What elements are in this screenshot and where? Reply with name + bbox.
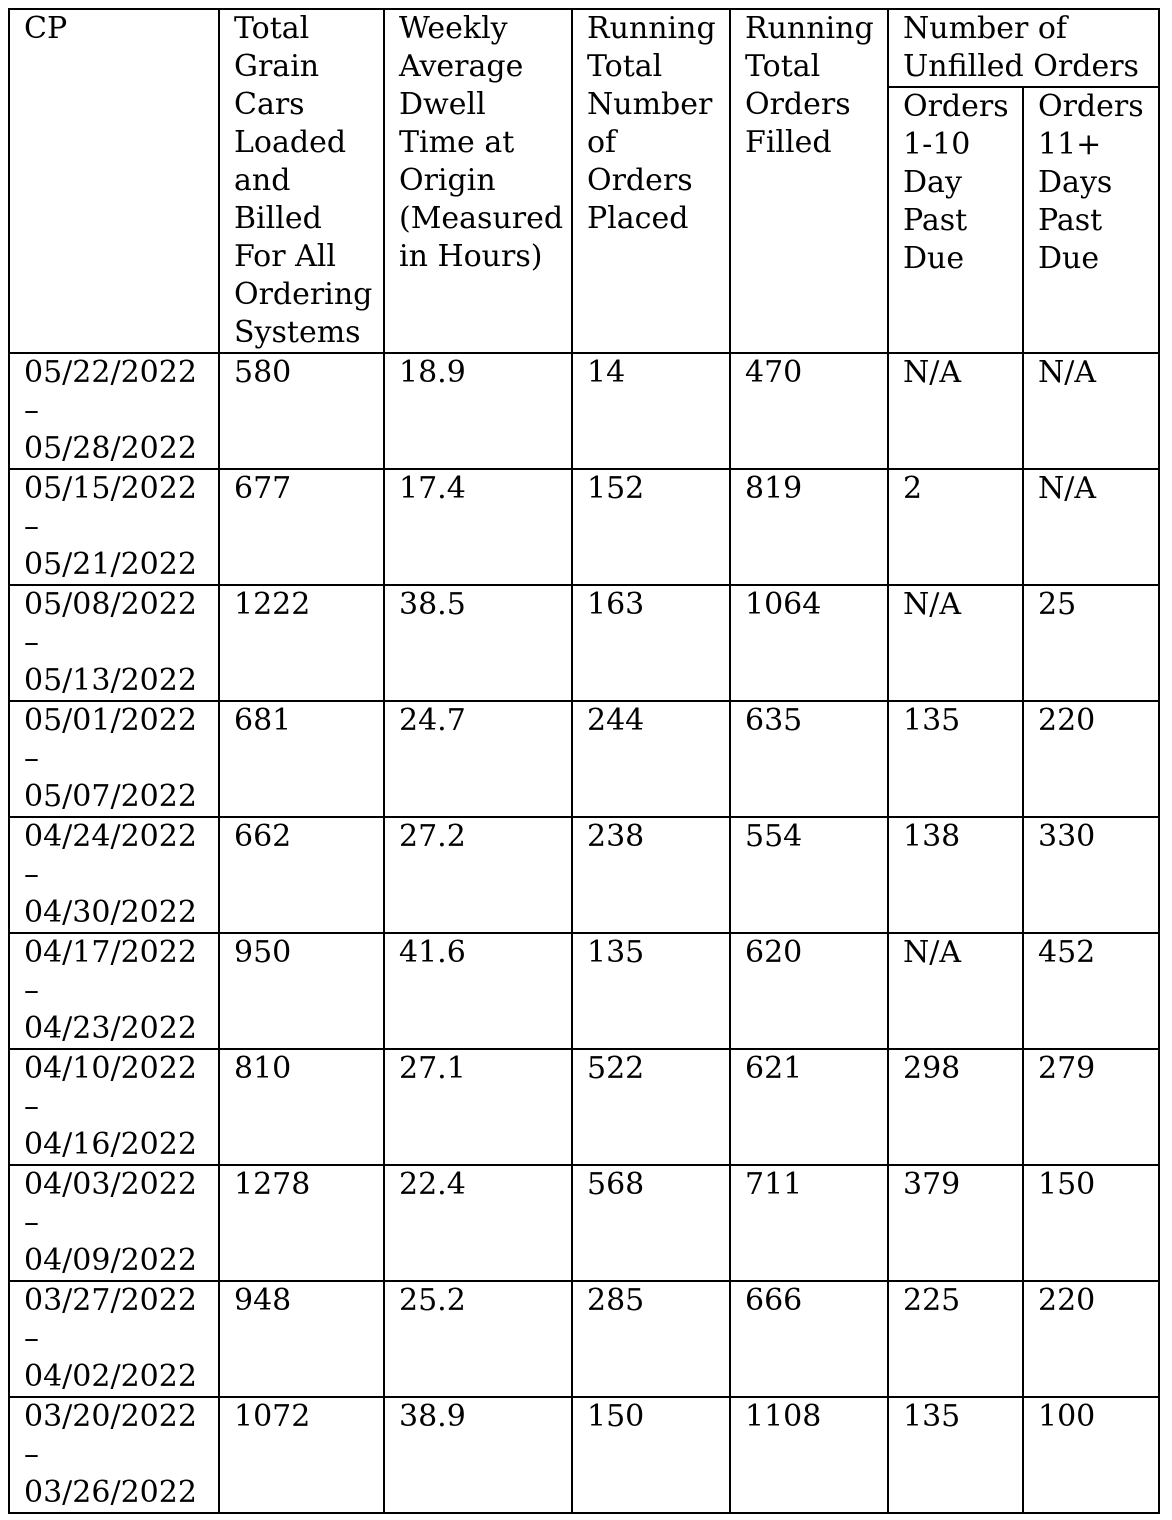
unfilled-11-plus-cell: 25 <box>1023 585 1159 701</box>
week-range-cell: 04/24/2022 – 04/30/2022 <box>9 817 219 933</box>
unfilled-1-10-cell: N/A <box>888 585 1023 701</box>
unfilled-11-plus-cell: 150 <box>1023 1165 1159 1281</box>
header-unfilled-11-plus: Orders 11+ Days Past Due <box>1023 87 1159 353</box>
unfilled-11-plus-cell: 220 <box>1023 1281 1159 1397</box>
header-orders-placed: Running Total Number of Orders Placed <box>572 9 730 353</box>
header-cp: CP <box>9 9 219 353</box>
header-unfilled-orders: Number of Unfilled Orders <box>888 9 1159 87</box>
grain-service-table <box>8 8 1160 1514</box>
cars-loaded-cell: 662 <box>219 817 384 933</box>
cars-loaded-cell: 1222 <box>219 585 384 701</box>
dwell-time-cell: 41.6 <box>384 933 572 1049</box>
unfilled-11-plus-cell: 279 <box>1023 1049 1159 1165</box>
table-row <box>9 353 1159 469</box>
orders-filled-cell: 554 <box>730 817 888 933</box>
unfilled-1-10-cell: 135 <box>888 1397 1023 1513</box>
dwell-time-cell: 27.2 <box>384 817 572 933</box>
table-row <box>9 469 1159 585</box>
table-header <box>9 9 1159 353</box>
unfilled-11-plus-cell: N/A <box>1023 469 1159 585</box>
orders-placed-cell: 285 <box>572 1281 730 1397</box>
header-cars-loaded: Total Grain Cars Loaded and Billed For All Ordering Systems <box>219 9 384 353</box>
cars-loaded-cell: 1072 <box>219 1397 384 1513</box>
orders-filled-cell: 620 <box>730 933 888 1049</box>
table-row <box>9 1049 1159 1165</box>
header-unfilled-1-10: Orders 1-10 Day Past Due <box>888 87 1023 353</box>
orders-filled-cell: 1108 <box>730 1397 888 1513</box>
unfilled-11-plus-cell: 330 <box>1023 817 1159 933</box>
week-range-cell: 03/20/2022 – 03/26/2022 <box>9 1397 219 1513</box>
orders-placed-cell: 150 <box>572 1397 730 1513</box>
unfilled-11-plus-cell: N/A <box>1023 353 1159 469</box>
unfilled-1-10-cell: 135 <box>888 701 1023 817</box>
orders-placed-cell: 135 <box>572 933 730 1049</box>
cars-loaded-cell: 677 <box>219 469 384 585</box>
unfilled-11-plus-cell: 100 <box>1023 1397 1159 1513</box>
orders-filled-cell: 635 <box>730 701 888 817</box>
dwell-time-cell: 22.4 <box>384 1165 572 1281</box>
dwell-time-cell: 25.2 <box>384 1281 572 1397</box>
unfilled-1-10-cell: 2 <box>888 469 1023 585</box>
week-range-cell: 04/10/2022 – 04/16/2022 <box>9 1049 219 1165</box>
cars-loaded-cell: 1278 <box>219 1165 384 1281</box>
orders-placed-cell: 163 <box>572 585 730 701</box>
dwell-time-cell: 27.1 <box>384 1049 572 1165</box>
orders-filled-cell: 666 <box>730 1281 888 1397</box>
unfilled-1-10-cell: 379 <box>888 1165 1023 1281</box>
orders-placed-cell: 522 <box>572 1049 730 1165</box>
table-row <box>9 817 1159 933</box>
table-body <box>9 353 1159 1513</box>
week-range-cell: 03/27/2022 – 04/02/2022 <box>9 1281 219 1397</box>
table-row <box>9 1397 1159 1513</box>
dwell-time-cell: 17.4 <box>384 469 572 585</box>
cars-loaded-cell: 580 <box>219 353 384 469</box>
orders-placed-cell: 244 <box>572 701 730 817</box>
table-row <box>9 1281 1159 1397</box>
unfilled-1-10-cell: 138 <box>888 817 1023 933</box>
table-row <box>9 1165 1159 1281</box>
header-dwell-time: Weekly Average Dwell Time at Origin (Measured in Hours) <box>384 9 572 353</box>
cars-loaded-cell: 810 <box>219 1049 384 1165</box>
week-range-cell: 04/17/2022 – 04/23/2022 <box>9 933 219 1049</box>
dwell-time-cell: 38.9 <box>384 1397 572 1513</box>
orders-filled-cell: 819 <box>730 469 888 585</box>
orders-filled-cell: 1064 <box>730 585 888 701</box>
orders-placed-cell: 238 <box>572 817 730 933</box>
unfilled-1-10-cell: N/A <box>888 353 1023 469</box>
orders-filled-cell: 621 <box>730 1049 888 1165</box>
header-orders-filled: Running Total Orders Filled <box>730 9 888 353</box>
dwell-time-cell: 24.7 <box>384 701 572 817</box>
week-range-cell: 05/08/2022 – 05/13/2022 <box>9 585 219 701</box>
unfilled-1-10-cell: 225 <box>888 1281 1023 1397</box>
table-row <box>9 585 1159 701</box>
unfilled-1-10-cell: N/A <box>888 933 1023 1049</box>
orders-placed-cell: 14 <box>572 353 730 469</box>
unfilled-11-plus-cell: 452 <box>1023 933 1159 1049</box>
week-range-cell: 05/15/2022 – 05/21/2022 <box>9 469 219 585</box>
week-range-cell: 04/03/2022 – 04/09/2022 <box>9 1165 219 1281</box>
cars-loaded-cell: 950 <box>219 933 384 1049</box>
orders-placed-cell: 152 <box>572 469 730 585</box>
unfilled-1-10-cell: 298 <box>888 1049 1023 1165</box>
dwell-time-cell: 38.5 <box>384 585 572 701</box>
table-row <box>9 701 1159 817</box>
cars-loaded-cell: 681 <box>219 701 384 817</box>
dwell-time-cell: 18.9 <box>384 353 572 469</box>
table-row <box>9 933 1159 1049</box>
orders-filled-cell: 711 <box>730 1165 888 1281</box>
cars-loaded-cell: 948 <box>219 1281 384 1397</box>
unfilled-11-plus-cell: 220 <box>1023 701 1159 817</box>
orders-filled-cell: 470 <box>730 353 888 469</box>
orders-placed-cell: 568 <box>572 1165 730 1281</box>
week-range-cell: 05/22/2022 – 05/28/2022 <box>9 353 219 469</box>
week-range-cell: 05/01/2022 – 05/07/2022 <box>9 701 219 817</box>
